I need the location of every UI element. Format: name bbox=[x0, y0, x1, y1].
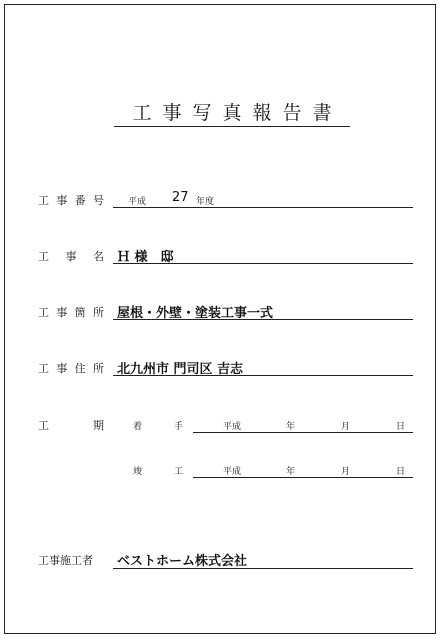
end-era: 平成 bbox=[223, 467, 242, 477]
end-date-underline bbox=[193, 477, 413, 478]
label-char: 事 bbox=[56, 306, 68, 319]
contractor-value[interactable]: ベストホーム株式会社 bbox=[117, 554, 248, 569]
work-location-value[interactable]: 屋根・外壁・塗装工事一式 bbox=[117, 306, 274, 321]
label-kouki bbox=[38, 417, 104, 433]
label-char: 事 bbox=[65, 250, 77, 263]
address-value[interactable]: 北九州市 門司区 吉志 bbox=[117, 362, 244, 377]
end-day-unit: 日 bbox=[396, 467, 406, 477]
start-year-unit: 年 bbox=[286, 422, 296, 432]
start-date-underline bbox=[193, 432, 413, 433]
label-kouji-kasho bbox=[38, 304, 104, 320]
title-text: 工事写真報告書 bbox=[132, 102, 343, 124]
row-kouki-start bbox=[0, 415, 442, 437]
label-char: 号 bbox=[92, 194, 104, 207]
start-era: 平成 bbox=[223, 422, 242, 432]
underline bbox=[113, 319, 413, 320]
end-year-unit: 年 bbox=[286, 467, 296, 477]
row-kouji-mei bbox=[0, 246, 442, 268]
label-char: 工 bbox=[38, 250, 49, 263]
label-char: 名 bbox=[93, 250, 104, 263]
label-char: 住 bbox=[74, 362, 86, 375]
label-kouji-mei bbox=[38, 248, 104, 264]
underline bbox=[113, 568, 413, 569]
start-label-char: 着 bbox=[133, 422, 143, 432]
project-name-value[interactable]: Ｈ 様 邸 bbox=[117, 250, 174, 265]
row-kouki-end bbox=[0, 460, 442, 482]
label-kouji-jusho bbox=[38, 360, 104, 376]
fiscal-year-suffix: 年度 bbox=[196, 197, 215, 207]
end-label-char: 竣 bbox=[133, 467, 143, 477]
year-value[interactable]: 27 bbox=[172, 190, 189, 205]
label-char: 工 bbox=[38, 362, 49, 375]
row-kouji-jusho bbox=[0, 358, 442, 380]
underline bbox=[113, 263, 413, 264]
start-label-char: 手 bbox=[174, 422, 184, 432]
label-sekousha: 工事施工者 bbox=[38, 554, 93, 567]
label-char: 期 bbox=[93, 419, 104, 432]
row-sekousha bbox=[0, 550, 442, 572]
end-label-char: 工 bbox=[174, 467, 184, 477]
label-char: 事 bbox=[56, 362, 68, 375]
underline bbox=[113, 375, 413, 376]
title-underline bbox=[114, 126, 350, 127]
label-char: 工 bbox=[38, 194, 49, 207]
label-char: 所 bbox=[92, 306, 104, 319]
underline bbox=[113, 207, 413, 208]
label-char: 工 bbox=[38, 306, 49, 319]
document-title bbox=[114, 100, 350, 126]
label-char: 工 bbox=[38, 419, 49, 432]
row-kouji-bangou bbox=[0, 190, 442, 212]
label-char: 箇 bbox=[74, 306, 86, 319]
row-kouji-kasho bbox=[0, 302, 442, 324]
era-text: 平成 bbox=[128, 197, 147, 207]
label-char: 所 bbox=[92, 362, 104, 375]
end-month-unit: 月 bbox=[341, 467, 351, 477]
start-month-unit: 月 bbox=[341, 422, 351, 432]
label-char: 事 bbox=[56, 194, 68, 207]
label-char: 番 bbox=[74, 194, 86, 207]
start-day-unit: 日 bbox=[396, 422, 406, 432]
label-kouji-bangou bbox=[38, 192, 104, 208]
